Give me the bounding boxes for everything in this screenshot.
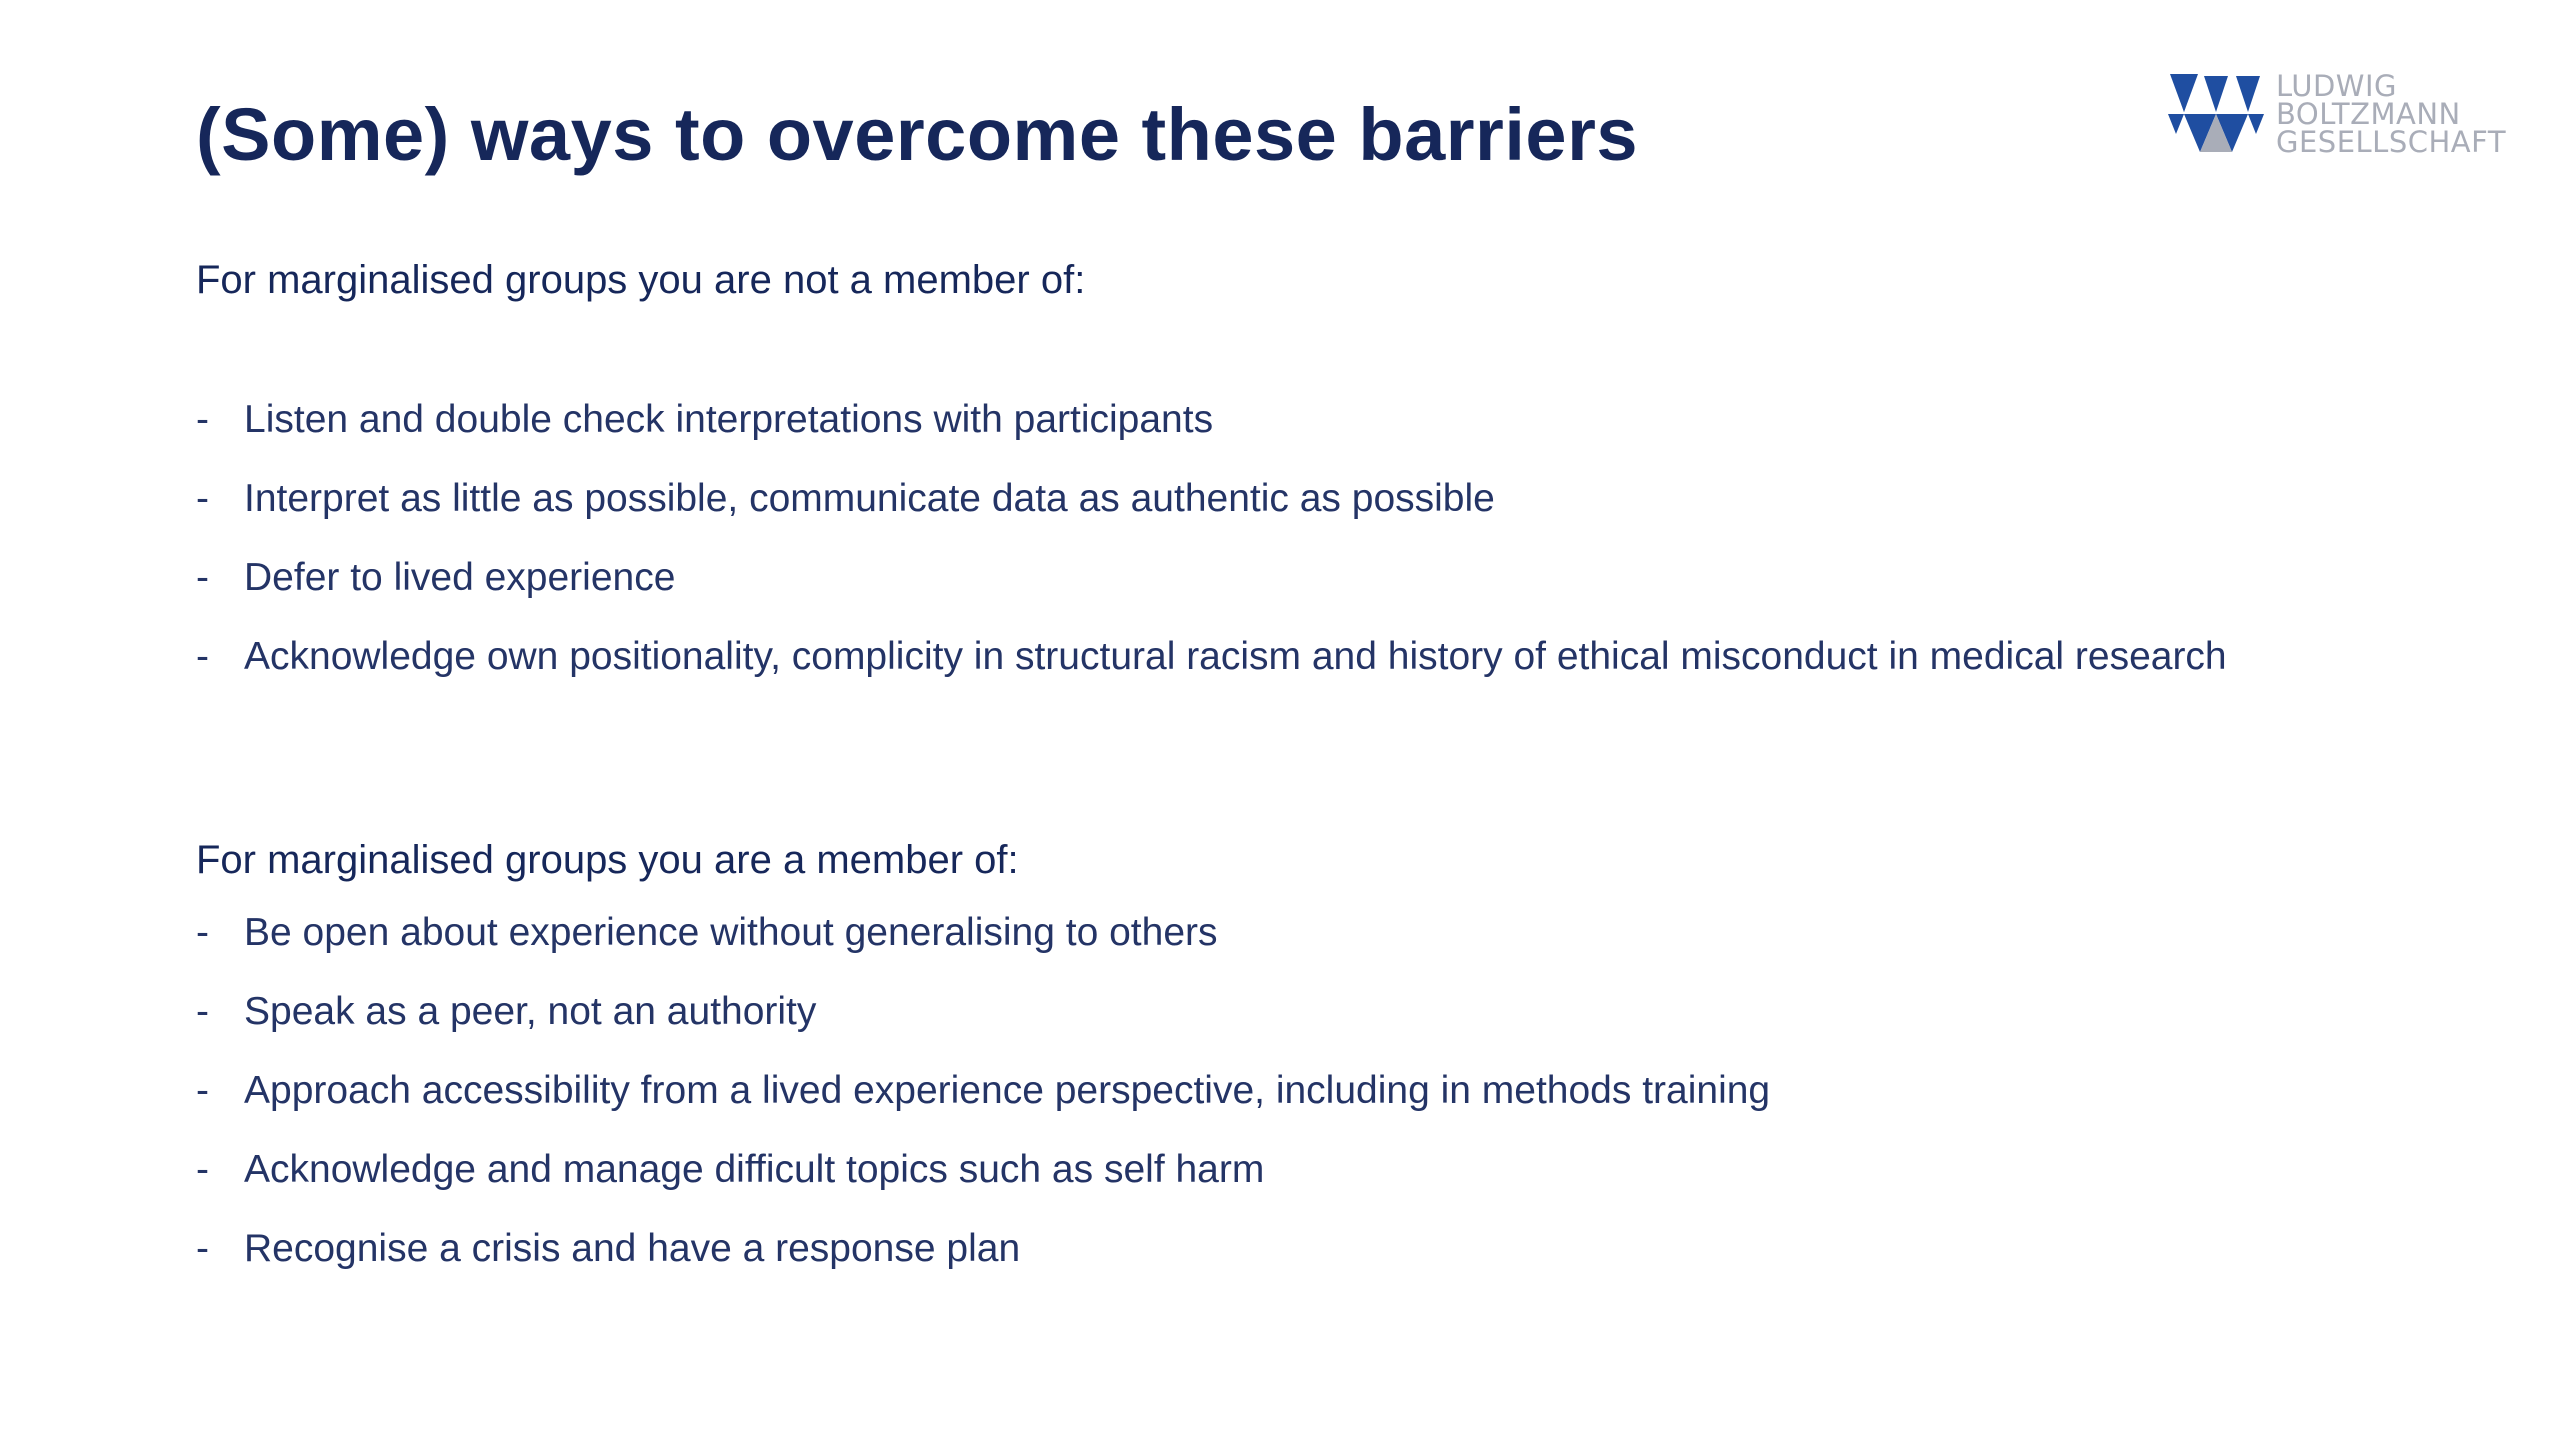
bullet-dash: - xyxy=(196,1069,209,1112)
bullet-dash: - xyxy=(196,635,209,678)
list-item xyxy=(196,400,2276,440)
logo-line-boltzmann: BOLTZMANN xyxy=(2276,97,2461,131)
list-item-text: Defer to lived experience xyxy=(244,556,676,599)
triangle-mark-icon xyxy=(2168,72,2264,156)
bullet-list-not-member xyxy=(196,400,2276,716)
list-item xyxy=(196,637,2276,677)
bullet-dash: - xyxy=(196,911,209,954)
bullet-dash: - xyxy=(196,1227,209,1270)
logo-line-ludwig: LUDWIG xyxy=(2276,69,2397,103)
list-item-text: Speak as a peer, not an authority xyxy=(244,990,817,1033)
list-item xyxy=(196,479,2276,519)
bullet-dash: - xyxy=(196,477,209,520)
list-item-text: Interpret as little as possible, communicate data as authentic as possible xyxy=(244,477,1495,520)
list-item-text: Acknowledge own positionality, complicity in structural racism and history of ethical misconduct in medical research xyxy=(244,635,2227,678)
bullet-list-member xyxy=(196,913,2276,1308)
list-item xyxy=(196,1150,2276,1190)
bullet-dash: - xyxy=(196,1148,209,1191)
bullet-dash: - xyxy=(196,398,209,441)
list-item xyxy=(196,1229,2276,1269)
list-item-text: Listen and double check interpretations with participants xyxy=(244,398,1214,441)
list-item xyxy=(196,558,2276,598)
bullet-dash: - xyxy=(196,556,209,599)
list-item xyxy=(196,913,2276,953)
list-item-text: Recognise a crisis and have a response plan xyxy=(244,1227,1021,1270)
list-item-text: Approach accessibility from a lived experience perspective, including in methods training xyxy=(244,1069,1771,1112)
section-heading-not-member: For marginalised groups you are not a member of: xyxy=(196,258,1086,302)
list-item xyxy=(196,992,2276,1032)
list-item xyxy=(196,1071,2276,1111)
ludwig-boltzmann-logo xyxy=(2168,66,2508,162)
bullet-dash: - xyxy=(196,990,209,1033)
logo-wordmark xyxy=(2276,69,2507,159)
slide-title: (Some) ways to overcome these barriers xyxy=(196,93,1639,176)
list-item-text: Acknowledge and manage difficult topics such as self harm xyxy=(244,1148,1265,1191)
section-heading-member: For marginalised groups you are a member of: xyxy=(196,838,1019,882)
list-item-text: Be open about experience without generalising to others xyxy=(244,911,1218,954)
logo-line-gesellschaft: GESELLSCHAFT xyxy=(2276,125,2507,159)
